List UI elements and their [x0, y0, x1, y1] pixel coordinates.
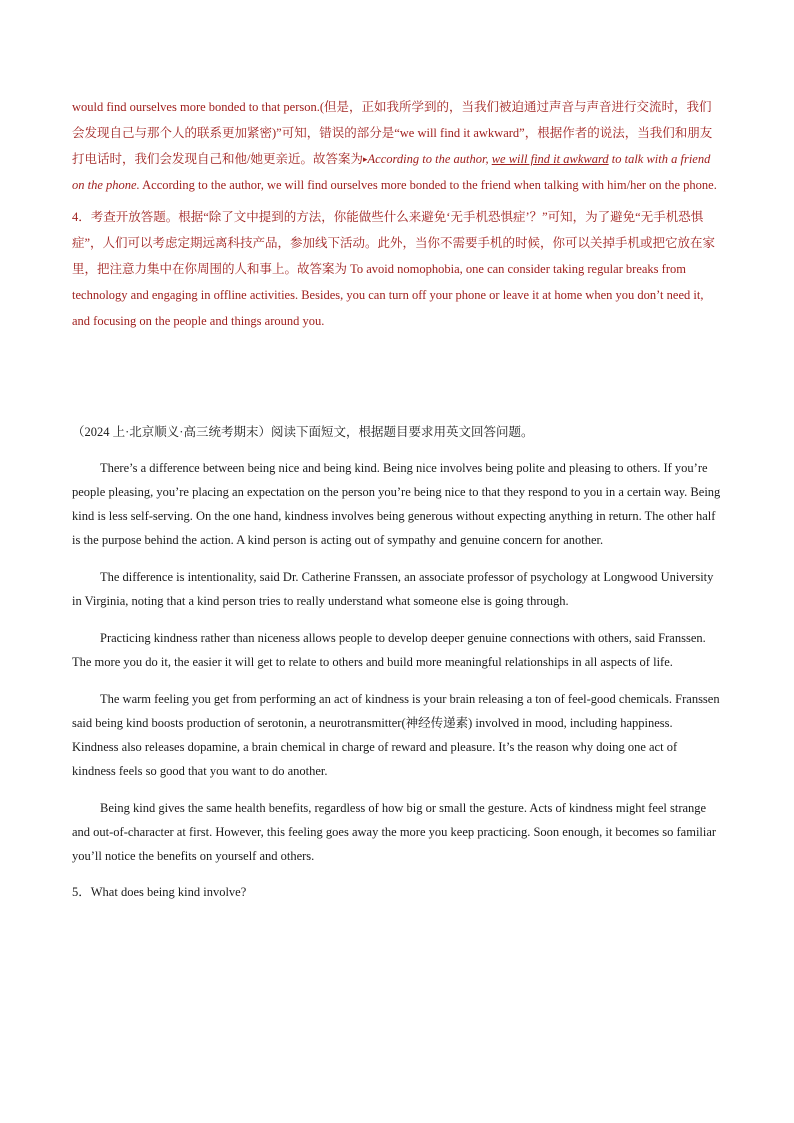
passage-paragraph: The warm feeling you get from performing an act of kindness is your brain releasing a ton of feel-good chemicals. Franssen said being kind boosts production of serotonin, a neurotransmitter(神经传递素) involved in mood, including happiness. Kindness also releases dopamine, a brain chemical in charge of reward and pleasure. It’s the reason why doing one act of kindness feels so good that you want to do another.: [72, 692, 720, 778]
passage-paragraph: Practicing kindness rather than niceness allows people to develop deeper genuine connections with others, said Franssen. The more you do it, the easier it will get to relate to others and build more meaningful relationships in all aspects of life.: [72, 631, 706, 669]
answer-3-explanation: [72, 94, 722, 198]
reading-passage: [72, 456, 722, 868]
passage-paragraph: There’s a difference between being nice and being kind. Being nice involves being polite and pleasing to others. If you’re people pleasing, you’re placing an expectation on the person you’re being nice to that they respond to you in a certain way. Being kind is less self-serving. On the one hand, kindness involves being generous without expecting anything in return. The other half is the purpose behind the action. A kind person is acting out of sympathy and genuine concern for another.: [72, 461, 721, 547]
passage-paragraph: Being kind gives the same health benefits, regardless of how big or small the gesture. Acts of kindness might feel strange and out-of-character at first. However, this feeling goes away the more you keep practicing. Soon enough, it becomes so familiar you’ll notice the benefits on yourself and others.: [72, 801, 717, 863]
answer-3-text: would find ourselves more bonded to that person.(但是，正如我所学到的，当我们被迫通过声音与声音进行交流时，我们会发现自己与那个人的联系更加紧密)”可知，错误的部分是“we will find it awkward”，根据作者的说法，当我们和朋友打电话时，我们会发现自己和他/她更亲近。故答案为: [72, 100, 713, 166]
question-5: 5．What does being kind involve?: [72, 885, 247, 899]
answer-3-italic-end: to talk with a friend on the phone.: [72, 152, 711, 192]
answer-3-correction: According to the author, we will find ourselves more bonded to the friend when talking with him/her on the phone.: [139, 178, 717, 192]
answer-3-underlined-error: we will find it awkward: [491, 152, 609, 166]
arrow-marker-icon: ▸: [362, 154, 368, 164]
document-page: [72, 94, 722, 903]
passage-paragraph: The difference is intentionality, said Dr. Catherine Franssen, an associate professor of psychology at Longwood University in Virginia, noting that a kind person tries to really understand what someone else is going through.: [72, 570, 714, 608]
answer-3-italic-start: According to the author,: [367, 152, 492, 166]
answer-explanations: [72, 94, 722, 334]
exam-source-line: （2024 上·北京顺义·高三统考期末）阅读下面短文，根据题目要求用英文回答问题。: [72, 425, 534, 439]
answer-4-explanation: 4．考查开放答题。根据“除了文中提到的方法，你能做些什么来避免‘无手机恐惧症’？”可知，为了避免“无手机恐惧症”，人们可以考虑定期远离科技产品，参加线下活动。此外，当你不需要手机的时候，你可以关掉手机或把它放在家里，把注意力集中在你周围的人和事上。故答案为 To avoid nomophobia, one can consider taking regular breaks from technology and engaging in offline activities. Besides, you can turn off your phone or leave it at home when you don’t need it, and focusing on the people and things around you.: [72, 210, 716, 328]
